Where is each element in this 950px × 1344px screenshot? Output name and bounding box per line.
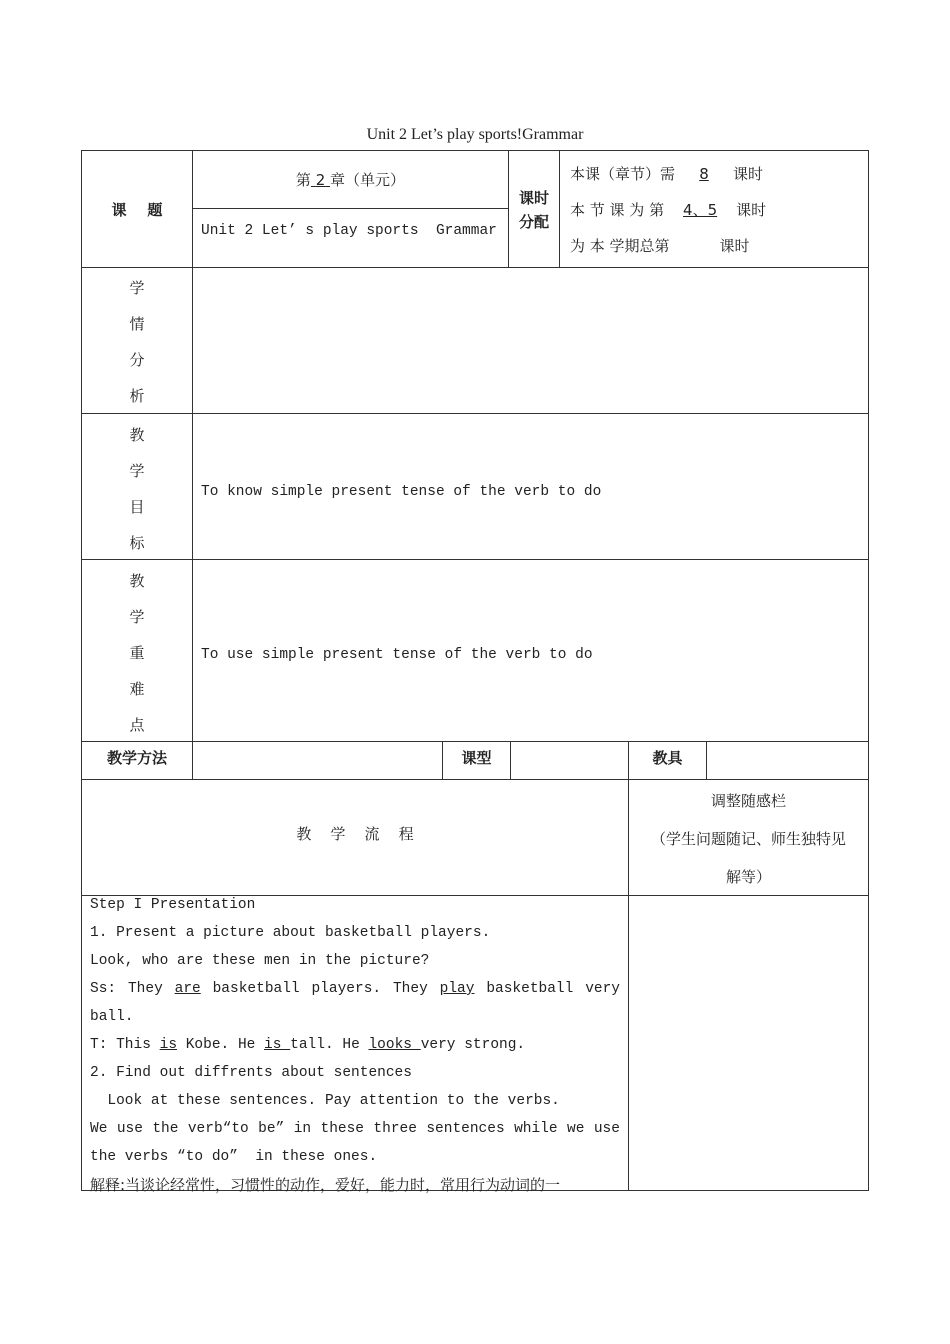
table-border (559, 150, 560, 268)
hours-detail (570, 156, 866, 264)
table-border (706, 741, 707, 780)
goals-content: To know simple present tense of the verb to do (201, 484, 602, 500)
chapter-prefix: 第 (295, 171, 311, 189)
hours-line-1: 本课（章节）需 8 课时 (570, 165, 764, 183)
flow-line: 1. Present a picture about basketball players. (90, 925, 491, 941)
table-border (81, 559, 869, 560)
hours-line-3: 为 本 学期总第 课时 (570, 237, 750, 255)
goals-label: 教 学 目 标 (129, 426, 145, 552)
notes-subtitle-2: 解等） (725, 868, 771, 886)
analysis-label: 学 情 分 析 (129, 279, 145, 405)
flow-line: T: This is Kobe. He is tall. He looks very strong. (90, 1037, 526, 1053)
chapter-suffix: 章（单元） (330, 171, 406, 189)
method-label: 教学方法 (106, 749, 167, 767)
table-border (192, 150, 193, 780)
table-border (81, 267, 869, 268)
notes-subtitle-1: （学生问题随记、师生独特见 (650, 830, 846, 848)
lesson-title: Unit 2 Let’ s play sports Grammar (201, 223, 497, 239)
notes-header (629, 782, 868, 896)
flow-content (90, 891, 620, 1199)
table-border (81, 413, 869, 414)
flow-line: Step I Presentation (90, 897, 256, 913)
flow-line: the verbs “to do” in these ones. (90, 1149, 378, 1165)
table-border (81, 150, 869, 151)
flow-line: Look, who are these men in the picture? (90, 953, 430, 969)
notes-title: 调整随感栏 (710, 792, 786, 810)
flow-line: Look at these sentences. Pay attention to the verbs. (90, 1093, 560, 1109)
focus-label: 教 学 重 难 点 (129, 572, 145, 734)
chapter-number: 2 (315, 171, 326, 189)
type-label: 课型 (461, 749, 492, 767)
flow-line: Ss: They are basketball players. They play basketball very (90, 981, 620, 997)
document-title: Unit 2 Let’s play sports!Grammar (366, 126, 584, 143)
flow-line: We use the verb“to be” in these three sentences while we use (90, 1121, 620, 1137)
topic-label: 课 题 (111, 200, 163, 219)
hours-line-2: 本 节 课 为 第 4、5 课时 (570, 201, 767, 219)
chapter-line (193, 169, 508, 190)
hours-label: 课时 分配 (518, 189, 549, 231)
table-border (81, 741, 869, 742)
table-border (81, 779, 869, 780)
flow-heading: 教 学 流 程 (296, 825, 414, 843)
flow-line: ball. (90, 1009, 134, 1025)
flow-line: 解释:当谈论经常性，习惯性的动作，爱好，能力时，常用行为动词的一 (90, 1176, 561, 1194)
tools-label: 教具 (652, 749, 683, 767)
flow-line: 2. Find out diffrents about sentences (90, 1065, 412, 1081)
table-border (868, 150, 869, 1191)
table-border (192, 208, 508, 209)
focus-content: To use simple present tense of the verb to do (201, 647, 593, 663)
table-border (510, 741, 511, 780)
